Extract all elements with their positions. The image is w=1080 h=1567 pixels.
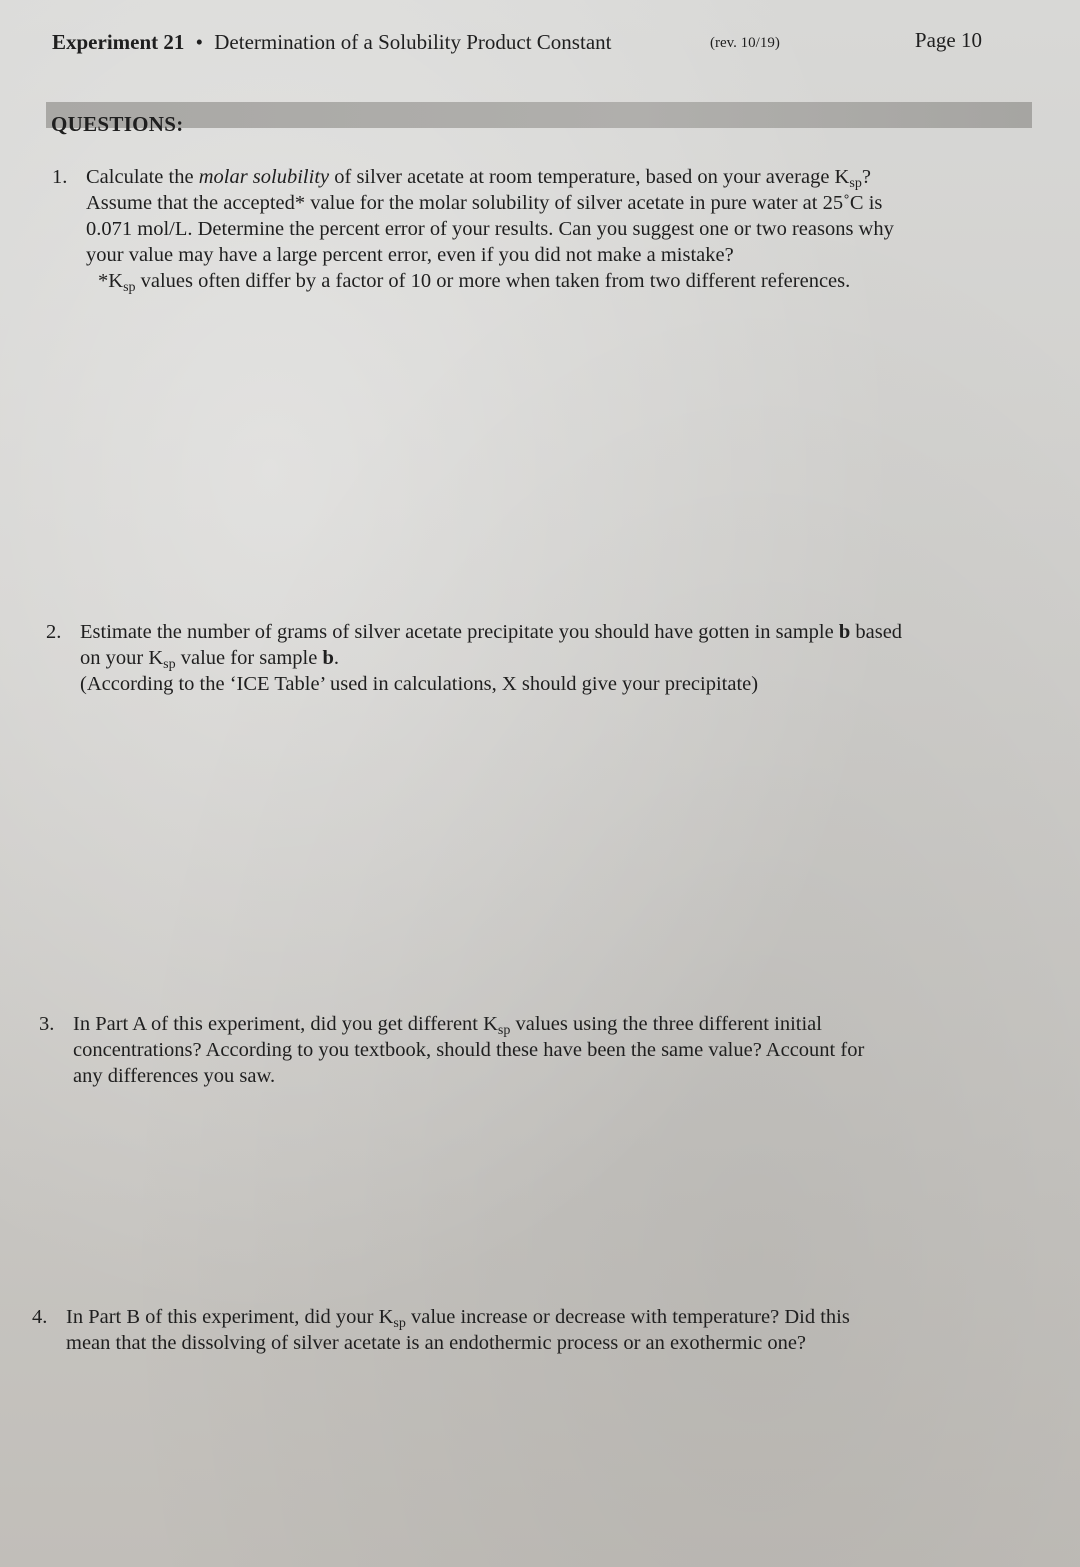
subscript: sp (123, 280, 136, 295)
footnote-line (86, 268, 894, 294)
subscript: sp (163, 657, 176, 672)
question-line: (According to the ‘ICE Table’ used in calculations, X should give your precipitate) (80, 673, 759, 695)
subscript: sp (849, 176, 862, 191)
question-text (86, 164, 894, 294)
question-line (80, 645, 902, 671)
revision-label: (rev. 10/19) (710, 35, 780, 51)
experiment-number: Experiment 21 (52, 30, 185, 54)
text-run: based (850, 621, 903, 643)
text-run: In Part A of this experiment, did you get different K (73, 1013, 498, 1035)
text-run: Calculate the (86, 166, 199, 188)
bullet-separator: • (195, 30, 204, 54)
text-run: . (333, 647, 339, 669)
text-run: on your K (80, 647, 164, 669)
text-run: Estimate the number of grams of silver acetate precipitate you should have gotten in sample (80, 621, 839, 643)
question-number: 3. (39, 1013, 55, 1035)
bold-text: b (322, 647, 334, 669)
subscript: sp (393, 1316, 406, 1331)
question-text (66, 1304, 850, 1356)
text-run: *K (98, 270, 124, 292)
bold-text: b (838, 621, 851, 643)
question-line: mean that the dissolving of silver acetate is an endothermic process or an exothermic one? (66, 1332, 807, 1354)
question-line: Assume that the accepted* value for the molar solubility of silver acetate in pure water at 25˚C is (86, 192, 883, 214)
text-run: values often differ by a factor of 10 or more when taken from two different references. (135, 270, 851, 292)
question-number: 2. (46, 621, 62, 643)
question-line (80, 619, 902, 645)
question-number: 4. (32, 1306, 48, 1328)
section-header-bar (46, 102, 1032, 128)
text-run: of silver acetate at room temperature, based on your average K (329, 166, 850, 188)
question-line: your value may have a large percent error, even if you did not make a mistake? (86, 244, 734, 266)
question-number: 1. (52, 166, 68, 188)
text-run: values using the three different initial (510, 1013, 822, 1035)
question-text (73, 1011, 864, 1089)
text-run: In Part B of this experiment, did your K (66, 1306, 394, 1328)
question-text (80, 619, 902, 697)
text-run: value increase or decrease with temperature? Did this (405, 1306, 850, 1328)
section-title: QUESTIONS: (51, 112, 184, 136)
question-line: any differences you saw. (73, 1065, 276, 1087)
subscript: sp (497, 1023, 511, 1038)
question-line (66, 1304, 850, 1330)
experiment-title: Determination of a Solubility Product Constant (214, 30, 612, 54)
emphasis-text: molar solubility (198, 166, 330, 188)
question-line (73, 1011, 864, 1037)
page-header (52, 28, 982, 62)
text-run: value for sample (175, 647, 323, 669)
question-line: concentrations? According to you textbook, should these have been the same value? Account for (73, 1039, 865, 1061)
text-run: ? (861, 166, 871, 188)
question-line (86, 164, 894, 190)
header-title (52, 30, 611, 55)
question-line: 0.071 mol/L. Determine the percent error of your results. Can you suggest one or two reasons why (86, 218, 894, 240)
page-number: Page 10 (914, 28, 982, 52)
